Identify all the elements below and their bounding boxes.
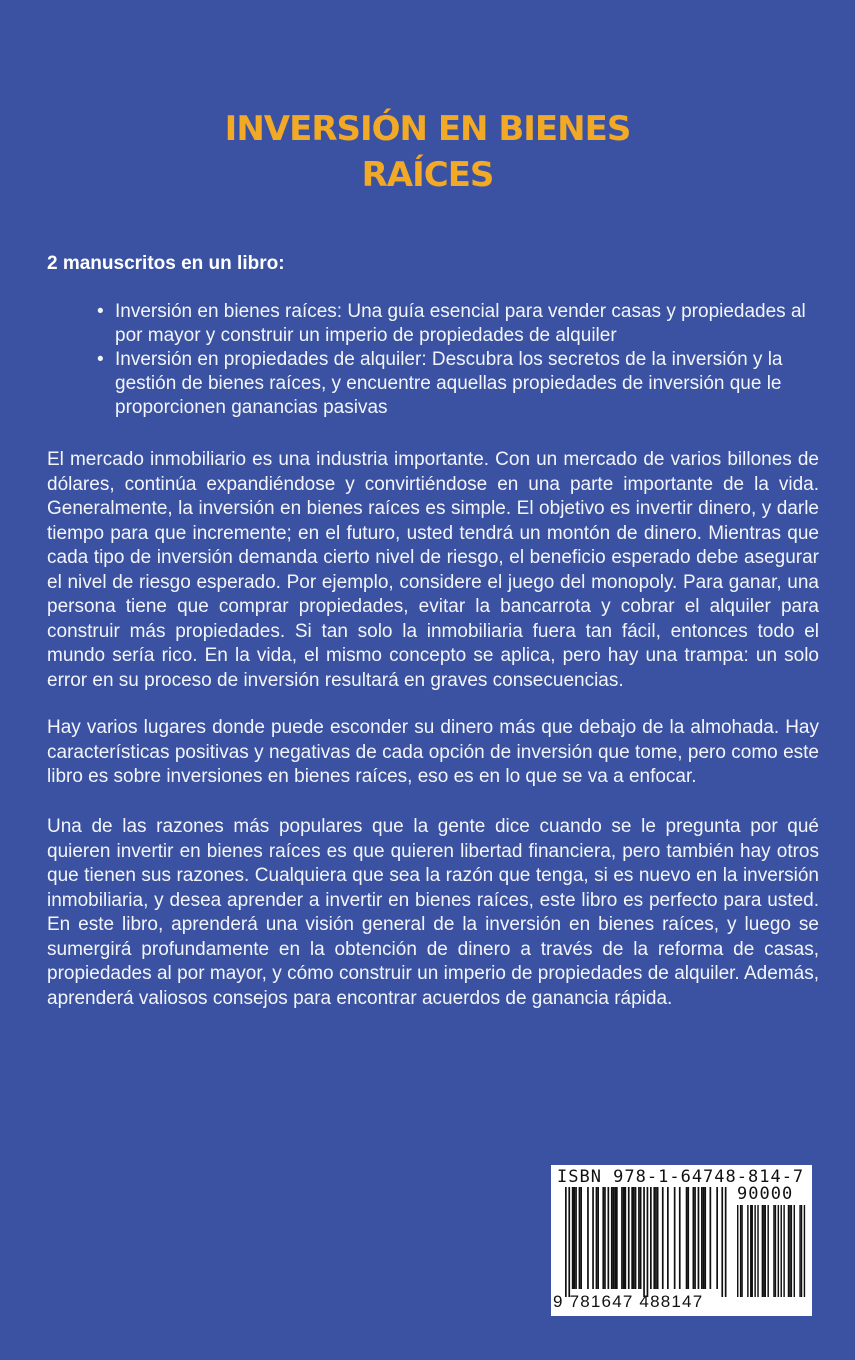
barcode-bar <box>604 1187 606 1289</box>
bullet-icon: • <box>97 301 104 322</box>
barcode-digits: 9 781647 488147 <box>553 1292 704 1311</box>
addon-bar <box>789 1205 790 1297</box>
barcode-bar <box>662 1187 664 1289</box>
barcode-bar <box>640 1187 642 1289</box>
barcode-bar <box>674 1187 676 1289</box>
addon-bar <box>740 1205 741 1297</box>
barcode-bar <box>716 1187 718 1289</box>
barcode-bar <box>568 1187 570 1297</box>
barcode-bar <box>580 1187 582 1289</box>
list-item <box>95 348 815 420</box>
barcode-bar <box>575 1187 577 1289</box>
barcode-bar <box>710 1187 712 1289</box>
isbn-label: ISBN 978-1-64748-814-7 <box>557 1167 805 1187</box>
addon-bar <box>762 1205 763 1297</box>
barcode-bar <box>608 1187 610 1289</box>
addon-bar <box>791 1205 792 1297</box>
barcode-bar <box>698 1187 700 1289</box>
description-paragraph: Hay varios lugares donde puede esconder su dinero más que debajo de la almohada. Hay características positivas y negativas de cada opción de inversión que tome, pero como este libro es sobre inversiones en bienes raíces, eso es en lo que se va a enfocar. <box>47 717 819 787</box>
list-item-text: Inversión en propiedades de alquiler: Descubra los secretos de la inversión y la gestión de bienes raíces, y encuentre aquellas propiedades de inversión que le proporcionen ganancias pasivas <box>115 349 783 418</box>
barcode-bar <box>587 1187 589 1289</box>
addon-bar <box>775 1205 776 1297</box>
description-paragraph: El mercado inmobiliario es una industria importante. Con un mercado de varios billones de dólares, continúa expandiéndose y convirtiéndose en una parte importante de la vida. Generalmente, la inversión en bienes raíces es simple. El objetivo es invertir dinero, y darle tiempo para que incremente; en el futuro, usted tendrá un montón de dinero. Mientras que cada tipo de inversión demanda cierto nivel de riesgo, el beneficio esperado debe asegurar el nivel de riesgo esperado. Por ejemplo, considere el juego del monopoly. Para ganar, una persona tiene que comprar propiedades, evitar la bancarrota y cobrar el alquiler para construir más propiedades. Si tan solo la inmobiliaria fuera tan fácil, entonces todo el mundo sería rico. En la vida, el mismo concepto se aplica, pero hay una trampa: un solo error en su proceso de inversión resultará en graves consecuencias. <box>47 449 819 691</box>
book-title-line-1: INVERSIÓN EN BIENES <box>224 109 631 149</box>
list-item-text: Inversión en bienes raíces: Una guía esencial para vender casas y propiedades al por mayor y construir un imperio de propiedades de alquiler <box>115 301 806 346</box>
barcode-bar <box>579 1187 581 1289</box>
barcode-bar <box>616 1187 618 1289</box>
addon-bar <box>781 1205 782 1297</box>
barcode-bar <box>701 1187 703 1289</box>
barcode-bar <box>687 1187 689 1289</box>
addon-bar <box>741 1205 742 1297</box>
barcode-bar <box>650 1187 652 1289</box>
barcode-bar <box>647 1187 649 1297</box>
barcode-bar <box>667 1187 669 1289</box>
barcode-bar <box>679 1187 681 1289</box>
addon-bar <box>767 1205 768 1297</box>
barcode-bar <box>572 1187 574 1289</box>
addon-bar <box>804 1205 805 1297</box>
barcode-bar <box>613 1187 615 1289</box>
addon-bar <box>794 1205 795 1297</box>
addon-bar <box>747 1205 748 1297</box>
addon-bar <box>778 1205 779 1297</box>
addon-bar <box>750 1205 751 1297</box>
addon-bar <box>757 1205 758 1297</box>
barcode-bar <box>621 1187 623 1289</box>
addon-bar <box>801 1205 802 1297</box>
addon-bar <box>783 1205 784 1297</box>
barcode-bar <box>602 1187 604 1289</box>
barcode-bar <box>686 1187 688 1289</box>
barcode-bar <box>631 1187 633 1289</box>
subtitle: 2 manuscritos en un libro: <box>47 253 285 274</box>
barcode-bar <box>597 1187 599 1289</box>
addon-bar <box>763 1205 764 1297</box>
manuscript-list <box>95 300 815 420</box>
barcode-bar <box>655 1187 657 1289</box>
barcode-bar <box>565 1187 567 1297</box>
barcode-bar <box>703 1187 705 1289</box>
barcode-bar <box>638 1187 640 1289</box>
addon-bar <box>765 1205 766 1297</box>
barcode-bar <box>725 1187 727 1297</box>
addon-bar <box>737 1205 738 1297</box>
book-title-line-2: RAÍCES <box>361 155 494 195</box>
addon-bar <box>754 1205 755 1297</box>
addon-bar <box>788 1205 789 1297</box>
barcode-bar <box>704 1187 706 1289</box>
addon-bar <box>773 1205 774 1297</box>
barcode-bar <box>611 1187 613 1289</box>
addon-bar <box>752 1205 753 1297</box>
barcode-bar <box>625 1187 627 1289</box>
barcode-bar <box>635 1187 637 1289</box>
addon-bar <box>799 1205 800 1297</box>
bullet-icon: • <box>97 349 104 370</box>
barcode-bar <box>623 1187 625 1289</box>
barcode-bar <box>596 1187 598 1289</box>
barcode-bar <box>693 1187 695 1289</box>
barcode-bar <box>721 1187 723 1297</box>
isbn-barcode-box <box>551 1165 812 1316</box>
barcode-bar <box>614 1187 616 1289</box>
barcode-bar <box>633 1187 635 1289</box>
barcode-bar <box>653 1187 655 1289</box>
description-paragraph: Una de las razones más populares que la gente dice cuando se le pregunta por qué quieren invertir en bienes raíces es que quieren libertad financiera, pero también hay otros que tienen sus razones. Cualquiera que sea la razón que tenga, si es nuevo en la inversión inmobiliaria, y desea aprender a invertir en bienes raíces, este libro es perfecto para usted. En este libro, aprenderá una visión general de la inversión en bienes raíces, y luego se sumergirá profundamente en la obtención de dinero a través de la reforma de casas, propiedades al por mayor, y cómo construir un imperio de propiedades de alquiler. Además, aprenderá valiosos consejos para encontrar acuerdos de ganancia rápida. <box>47 816 819 1009</box>
barcode-bar <box>643 1187 645 1297</box>
price-code: 90000 <box>737 1184 794 1204</box>
barcode-bar <box>657 1187 659 1289</box>
barcode-bar <box>592 1187 594 1289</box>
barcode-bar <box>628 1187 630 1289</box>
barcode-bar <box>694 1187 696 1289</box>
list-item <box>95 300 815 348</box>
barcode-bar <box>574 1187 576 1289</box>
